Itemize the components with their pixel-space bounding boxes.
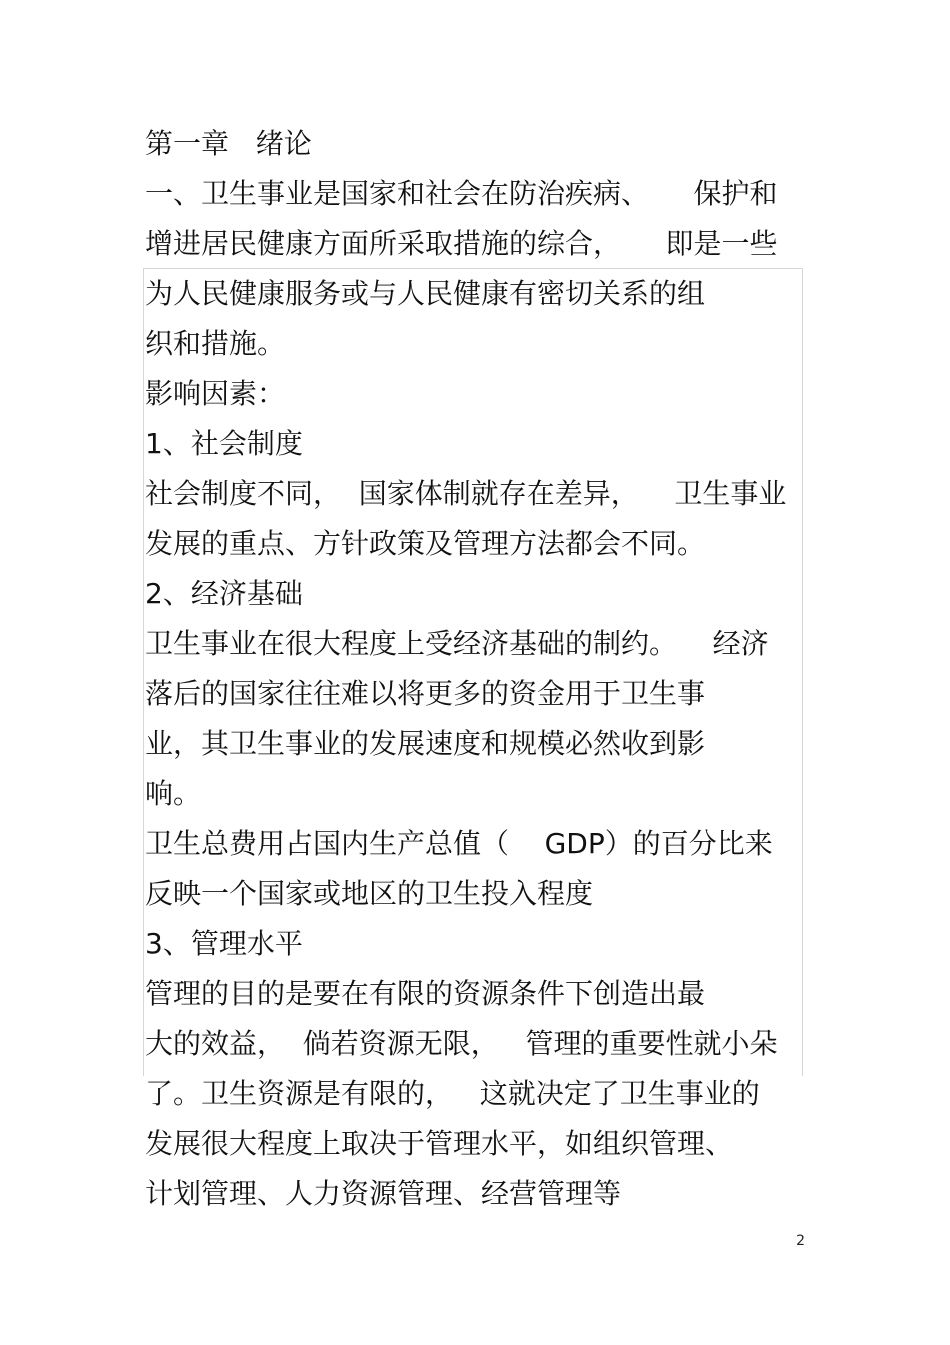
paragraph-line: 织和措施。 <box>145 327 286 360</box>
paragraph-line: 为人民健康服务或与人民健康有密切关系的组 <box>145 277 706 310</box>
paragraph-line: 一、卫生事业是国家和社会在防治疾病、 保护和 <box>145 177 778 210</box>
paragraph-line: 管理的目的是要在有限的资源条件下创造出最 <box>145 977 706 1010</box>
paragraph-line: 发展的重点、方针政策及管理方法都会不同。 <box>145 527 706 560</box>
paragraph-line: 发展很大程度上取决于管理水平，如组织管理、 <box>145 1127 734 1160</box>
paragraph-line: 反映一个国家或地区的卫生投入程度 <box>145 877 594 910</box>
paragraph-line: 社会制度不同， 国家体制就存在差异， 卫生事业 <box>145 477 787 510</box>
paragraph-line: 响。 <box>145 777 202 810</box>
subsection-heading: 1、社会制度 <box>145 427 303 460</box>
paragraph-line: 大的效益， 倘若资源无限， 管理的重要性就小朵 <box>145 1027 778 1060</box>
page-number: 2 <box>796 1233 805 1249</box>
paragraph-line: 了。卫生资源是有限的， 这就决定了卫生事业的 <box>145 1077 760 1110</box>
section-heading: 影响因素： <box>145 377 286 410</box>
paragraph-line: 落后的国家往往难以将更多的资金用于卫生事 <box>145 677 706 710</box>
paragraph-line: 卫生总费用占国内生产总值（ GDP）的百分比来 <box>145 827 773 860</box>
paragraph-line: 业，其卫生事业的发展速度和规模必然收到影 <box>145 727 706 760</box>
paragraph-line: 增进居民健康方面所采取措施的综合， 即是一些 <box>145 227 778 260</box>
chapter-title: 第一章 绪论 <box>145 127 312 160</box>
paragraph-line: 计划管理、人力资源管理、经营管理等 <box>145 1177 622 1210</box>
subsection-heading: 3、管理水平 <box>145 927 303 960</box>
subsection-heading: 2、经济基础 <box>145 577 303 610</box>
paragraph-line: 卫生事业在很大程度上受经济基础的制约。 经济 <box>145 627 769 660</box>
